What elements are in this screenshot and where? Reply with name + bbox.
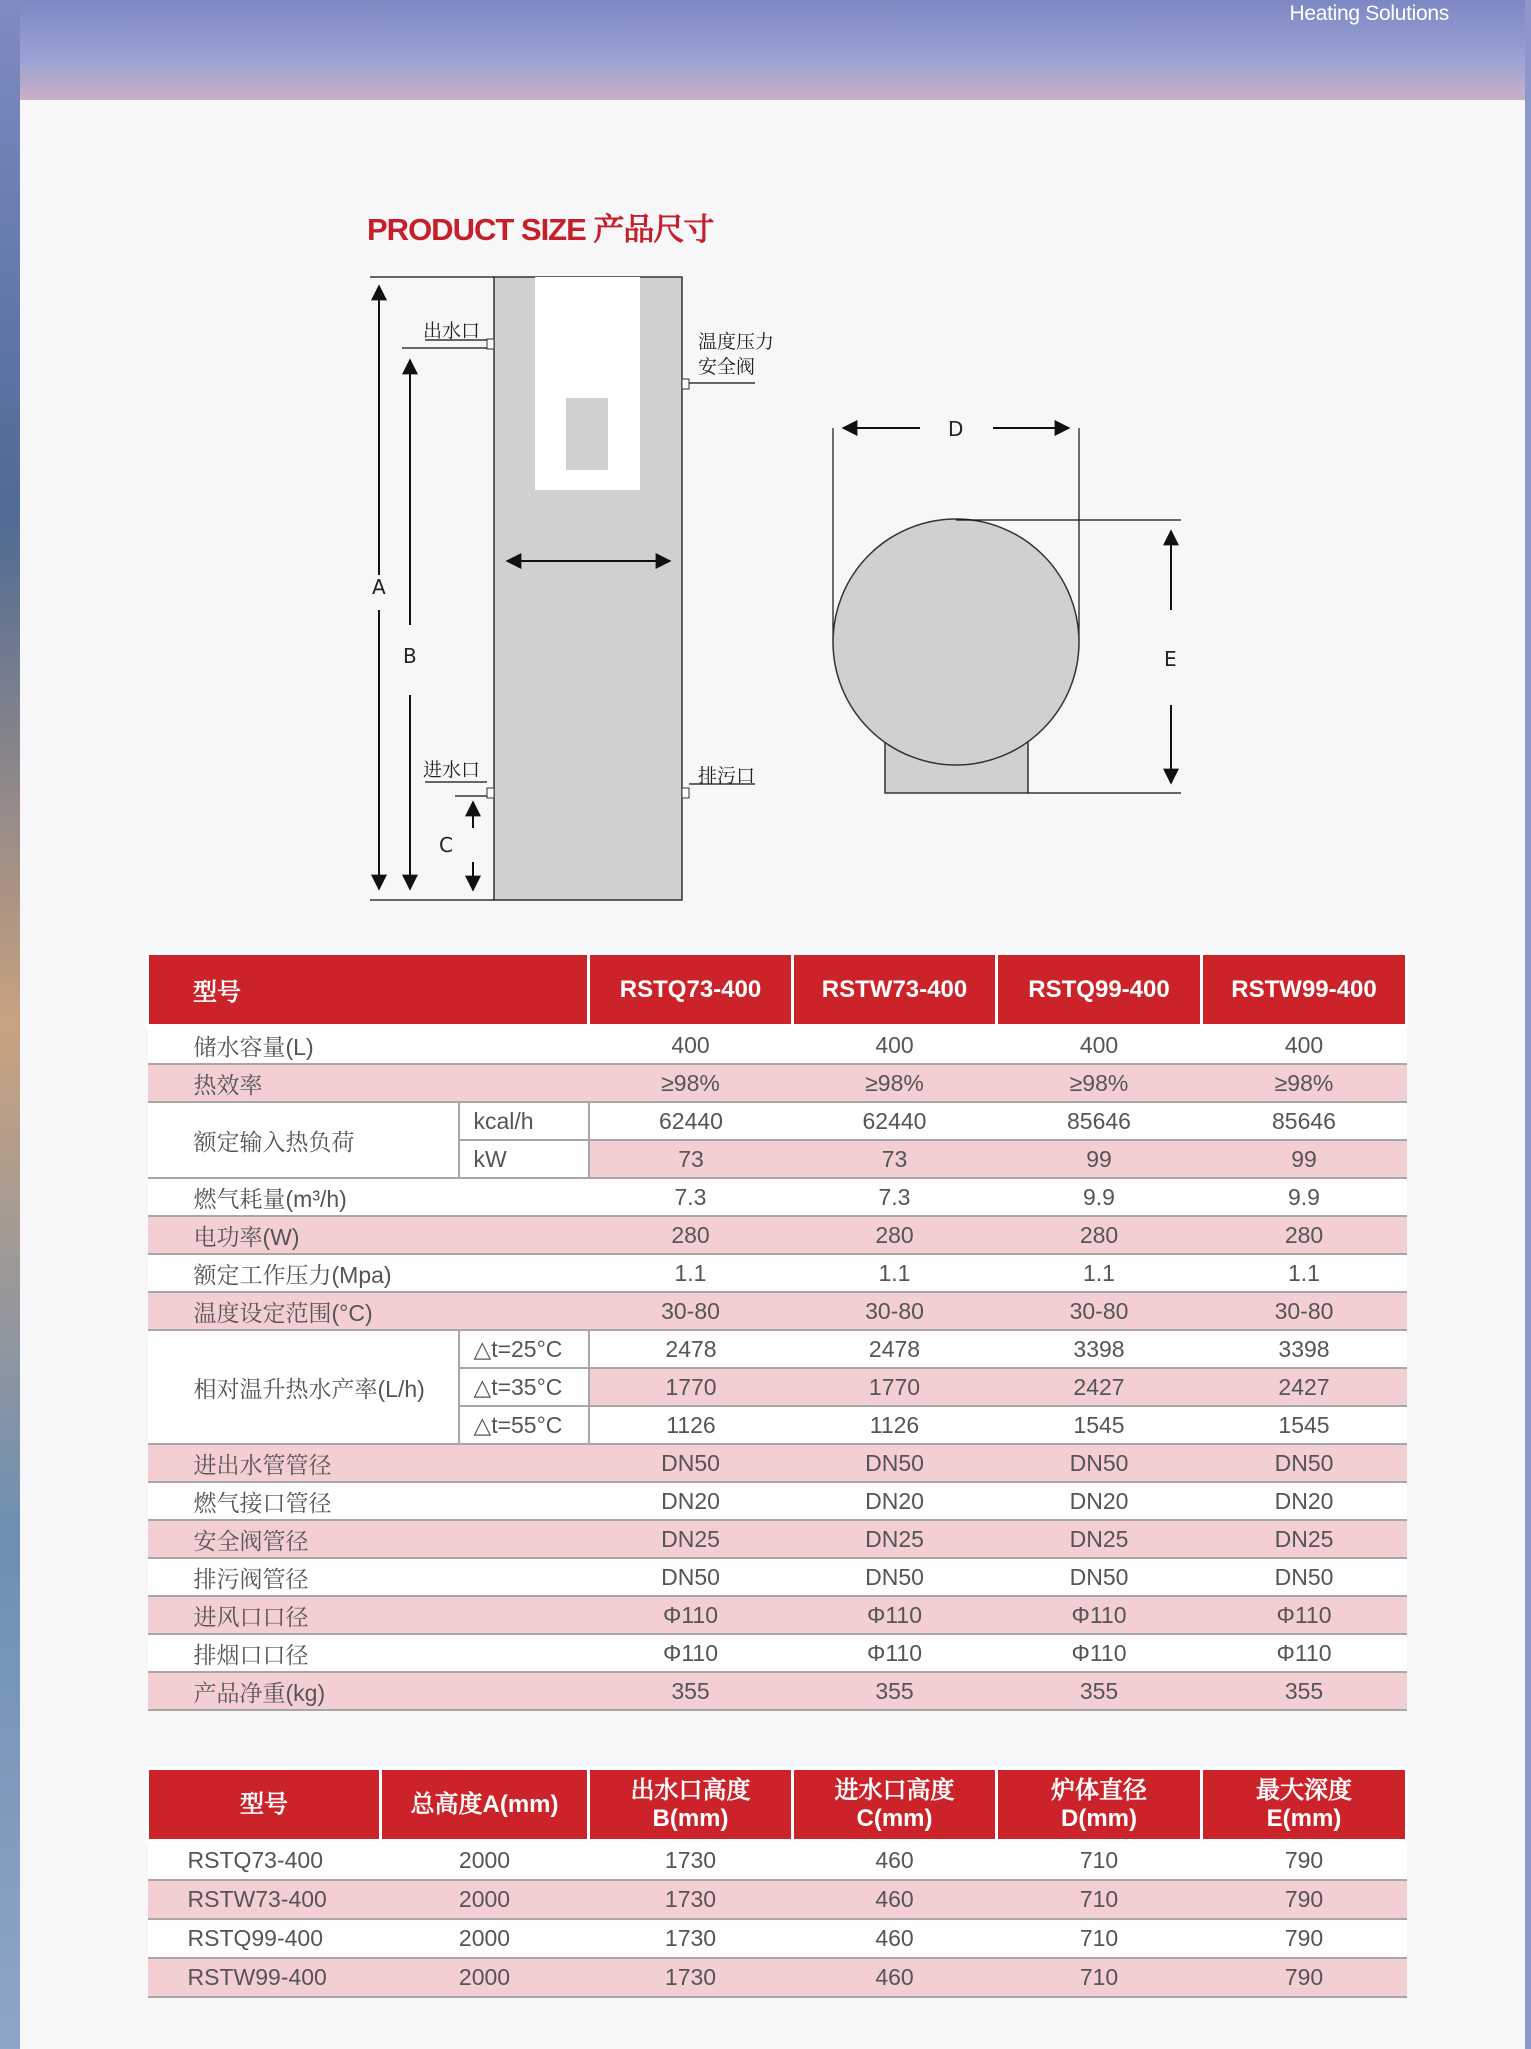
heater-display-window [566, 398, 608, 470]
table-cell: 280 [793, 1216, 997, 1254]
dim-d-label: D [948, 417, 964, 441]
table-cell: 1730 [589, 1958, 793, 1997]
table-cell: ≥98% [589, 1064, 793, 1102]
table-cell: 7.3 [793, 1178, 997, 1216]
dims-header: 总高度A(mm) [381, 1769, 589, 1841]
dim-a-label: A [372, 575, 386, 599]
table-cell: 2000 [381, 1841, 589, 1881]
table-cell: 460 [793, 1880, 997, 1919]
table-row [148, 1254, 1407, 1292]
table-cell: 355 [793, 1672, 997, 1710]
unit-cell: kcal/h [459, 1102, 589, 1140]
table-row [148, 1880, 1407, 1919]
table-row [148, 1216, 1407, 1254]
table-cell: 85646 [997, 1102, 1202, 1140]
unit-cell: △t=25°C [459, 1330, 589, 1368]
table-cell: Φ110 [997, 1596, 1202, 1634]
outlet-connector [487, 339, 494, 349]
dim-c-label: C [439, 833, 453, 857]
table-cell: Φ110 [1202, 1634, 1407, 1672]
table-cell: 1730 [589, 1841, 793, 1881]
table-cell: 460 [793, 1958, 997, 1997]
dims-header: 出水口高度 B(mm) [589, 1769, 793, 1841]
dims-header: 炉体直径 D(mm) [997, 1769, 1202, 1841]
table-cell: Φ110 [793, 1634, 997, 1672]
table-cell: 1545 [997, 1406, 1202, 1444]
table-cell: Φ110 [1202, 1596, 1407, 1634]
table-cell: Φ110 [589, 1596, 793, 1634]
dims-header: 进水口高度 C(mm) [793, 1769, 997, 1841]
table-row [148, 1102, 1407, 1140]
table-cell: 400 [589, 1026, 793, 1065]
table-row [148, 1520, 1407, 1558]
table-cell: 30-80 [793, 1292, 997, 1330]
table-cell: 1770 [793, 1368, 997, 1406]
table-row [148, 1919, 1407, 1958]
table-cell: 280 [1202, 1216, 1407, 1254]
table-cell: 1770 [589, 1368, 793, 1406]
table-cell: 62440 [589, 1102, 793, 1140]
table-cell: 30-80 [589, 1292, 793, 1330]
product-size-diagram [0, 0, 1531, 930]
table-cell: 1126 [793, 1406, 997, 1444]
spec-header-label: 型号 [148, 954, 589, 1026]
spec-table [146, 952, 1408, 1711]
spec-header-model: RSTQ99-400 [997, 954, 1202, 1026]
table-cell: Φ110 [793, 1596, 997, 1634]
drain-label: 排污口 [698, 765, 756, 787]
table-row [148, 1596, 1407, 1634]
spec-header-row [148, 954, 1407, 1026]
table-cell: 3398 [997, 1330, 1202, 1368]
table-cell: DN50 [589, 1444, 793, 1482]
table-cell: DN50 [1202, 1444, 1407, 1482]
unit-cell: kW [459, 1140, 589, 1178]
table-cell: 790 [1202, 1958, 1407, 1997]
dim-e-label: E [1164, 647, 1177, 671]
table-cell: DN25 [997, 1520, 1202, 1558]
table-cell: 85646 [1202, 1102, 1407, 1140]
table-cell: DN50 [793, 1558, 997, 1596]
table-cell: Φ110 [997, 1634, 1202, 1672]
table-row [148, 1958, 1407, 1997]
inlet-connector [487, 788, 494, 798]
table-cell: RSTQ73-400 [148, 1841, 381, 1881]
dims-header-row [148, 1769, 1407, 1841]
table-cell: 1.1 [589, 1254, 793, 1292]
table-cell: 9.9 [997, 1178, 1202, 1216]
table-cell: ≥98% [1202, 1064, 1407, 1102]
spec-header-model: RSTW99-400 [1202, 954, 1407, 1026]
table-cell: ≥98% [793, 1064, 997, 1102]
table-cell: 2478 [793, 1330, 997, 1368]
table-cell: 73 [589, 1140, 793, 1178]
valve-label-line1: 温度压力 [698, 331, 775, 353]
outlet-label: 出水口 [423, 320, 481, 342]
table-cell: DN25 [1202, 1520, 1407, 1558]
unit-cell: △t=35°C [459, 1368, 589, 1406]
table-cell: 2000 [381, 1919, 589, 1958]
table-cell: 1.1 [793, 1254, 997, 1292]
table-cell: DN20 [997, 1482, 1202, 1520]
table-cell: 460 [793, 1841, 997, 1881]
table-cell: 710 [997, 1880, 1202, 1919]
table-row [148, 1292, 1407, 1330]
table-cell: 280 [589, 1216, 793, 1254]
table-cell: 30-80 [1202, 1292, 1407, 1330]
table-cell: 355 [997, 1672, 1202, 1710]
table-cell: DN50 [997, 1558, 1202, 1596]
row-label: 燃气接口管径 [148, 1482, 589, 1520]
table-row [148, 1841, 1407, 1881]
table-row [148, 1178, 1407, 1216]
table-cell: RSTQ99-400 [148, 1919, 381, 1958]
table-cell: 73 [793, 1140, 997, 1178]
table-row [148, 1634, 1407, 1672]
row-label: 产品净重(kg) [148, 1672, 589, 1710]
row-label: 额定工作压力(Mpa) [148, 1254, 589, 1292]
table-row [148, 1672, 1407, 1710]
valve-label-line2: 安全阀 [698, 356, 756, 378]
table-cell: 7.3 [589, 1178, 793, 1216]
table-row [148, 1026, 1407, 1065]
table-cell: RSTW99-400 [148, 1958, 381, 1997]
row-label: 安全阀管径 [148, 1520, 589, 1558]
drain-connector [682, 788, 689, 798]
row-label: 进风口口径 [148, 1596, 589, 1634]
table-cell: 99 [997, 1140, 1202, 1178]
spec-header-model: RSTW73-400 [793, 954, 997, 1026]
spec-header-model: RSTQ73-400 [589, 954, 793, 1026]
table-cell: 99 [1202, 1140, 1407, 1178]
table-cell: 790 [1202, 1880, 1407, 1919]
table-cell: 1730 [589, 1880, 793, 1919]
table-cell: DN50 [1202, 1558, 1407, 1596]
table-cell: 355 [1202, 1672, 1407, 1710]
table-cell: 1.1 [1202, 1254, 1407, 1292]
table-row [148, 1558, 1407, 1596]
table-cell: 400 [1202, 1026, 1407, 1065]
table-cell: 30-80 [997, 1292, 1202, 1330]
heater-top-body [833, 519, 1079, 765]
table-cell: 1545 [1202, 1406, 1407, 1444]
row-label: 排烟口口径 [148, 1634, 589, 1672]
table-cell: RSTW73-400 [148, 1880, 381, 1919]
dims-header: 最大深度 E(mm) [1202, 1769, 1407, 1841]
table-cell: 1730 [589, 1919, 793, 1958]
row-label: 相对温升热水产率(L/h) [148, 1330, 459, 1444]
section-title: PRODUCT SIZE 产品尺寸 [367, 212, 714, 247]
table-row [148, 1444, 1407, 1482]
table-cell: DN25 [589, 1520, 793, 1558]
row-label: 热效率 [148, 1064, 589, 1102]
dimensions-table [146, 1767, 1408, 1998]
row-label: 燃气耗量(m³/h) [148, 1178, 589, 1216]
table-cell: DN20 [793, 1482, 997, 1520]
table-cell: 710 [997, 1841, 1202, 1881]
table-cell: DN50 [997, 1444, 1202, 1482]
table-cell: 790 [1202, 1919, 1407, 1958]
table-row [148, 1064, 1407, 1102]
table-cell: 3398 [1202, 1330, 1407, 1368]
table-cell: 355 [589, 1672, 793, 1710]
brand-text: Heating Solutions [1289, 2, 1449, 25]
table-cell: 1.1 [997, 1254, 1202, 1292]
table-cell: 710 [997, 1919, 1202, 1958]
table-cell: 2427 [997, 1368, 1202, 1406]
table-cell: Φ110 [589, 1634, 793, 1672]
table-cell: 710 [997, 1958, 1202, 1997]
table-cell: 2000 [381, 1880, 589, 1919]
table-cell: 400 [997, 1026, 1202, 1065]
unit-cell: △t=55°C [459, 1406, 589, 1444]
valve-connector [682, 379, 689, 389]
table-cell: DN25 [793, 1520, 997, 1558]
table-cell: ≥98% [997, 1064, 1202, 1102]
table-cell: 790 [1202, 1841, 1407, 1881]
row-label: 储水容量(L) [148, 1026, 589, 1065]
table-cell: 460 [793, 1919, 997, 1958]
table-row [148, 1482, 1407, 1520]
table-cell: DN20 [589, 1482, 793, 1520]
table-cell: 280 [997, 1216, 1202, 1254]
table-row [148, 1330, 1407, 1368]
table-cell: 2000 [381, 1958, 589, 1997]
table-cell: 2478 [589, 1330, 793, 1368]
row-label: 进出水管管径 [148, 1444, 589, 1482]
table-cell: DN20 [1202, 1482, 1407, 1520]
table-cell: 9.9 [1202, 1178, 1407, 1216]
row-label: 电功率(W) [148, 1216, 589, 1254]
inlet-label: 进水口 [423, 759, 481, 781]
table-cell: 1126 [589, 1406, 793, 1444]
table-cell: 62440 [793, 1102, 997, 1140]
table-cell: 2427 [1202, 1368, 1407, 1406]
table-cell: DN50 [793, 1444, 997, 1482]
row-label: 温度设定范围(°C) [148, 1292, 589, 1330]
dim-b-label: B [403, 644, 417, 668]
table-cell: 400 [793, 1026, 997, 1065]
table-cell: DN50 [589, 1558, 793, 1596]
dims-header: 型号 [148, 1769, 381, 1841]
row-label: 额定输入热负荷 [148, 1102, 459, 1178]
row-label: 排污阀管径 [148, 1558, 589, 1596]
